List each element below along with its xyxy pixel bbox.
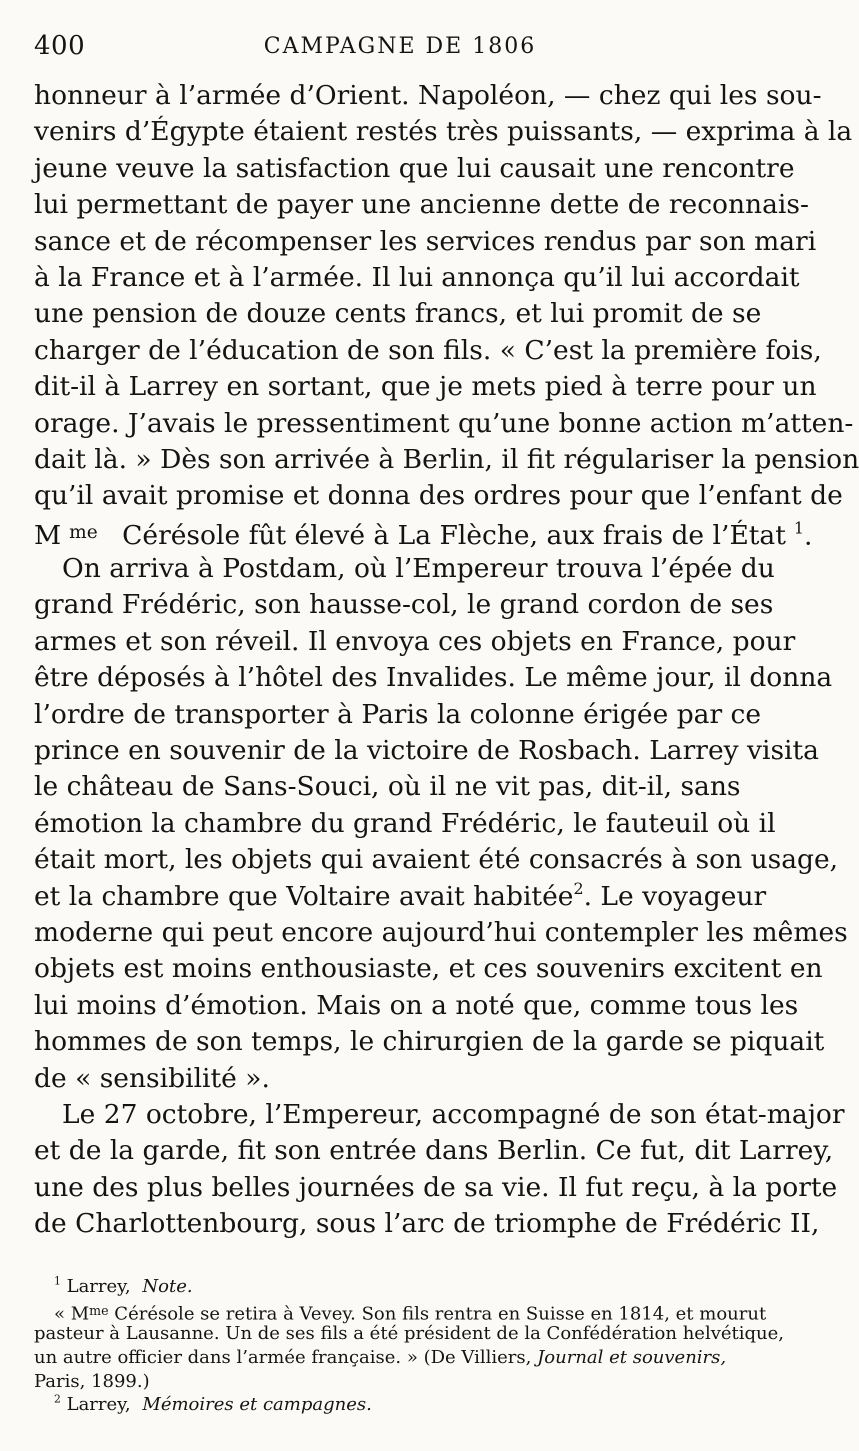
footnotes [34,1274,785,1417]
text-line: sance et de récompenser les services rendus par son mari [34,225,817,257]
text-line: l’ordre de transporter à Paris la colonne érigée par ce [34,698,762,730]
text-line: prince en souvenir de la victoire de Rosbach. Larrey visita [34,735,819,767]
mme-abbrev: M $^{me}$ [34,520,98,552]
page-header [34,30,766,70]
text-line: lui permettant de payer une ancienne dette de reconnais- [34,189,809,221]
text-line: à la France et à l’armée. Il lui annonça qu’il lui accordait [34,261,800,293]
running-title: CAMPAGNE DE 1806 [263,34,537,59]
text-line: charger de l’éducation de son fils. « C’est la première fois, [34,334,822,366]
text-line: être déposés à l’hôtel des Invalides. Le même jour, il donna [34,662,833,694]
text-line: armes et son réveil. Il envoya ces objets en France, pour [34,625,796,657]
footnote-ref-2[interactable]: 2 [573,878,584,898]
text-line: honneur à l’armée d’Orient. Napoléon, — chez qui les sou- [34,80,822,111]
text-line: grand Frédéric, son hausse-col, le grand cordon de ses [34,589,774,621]
footnote-line: un autre officier dans l’armée française. » (De Villiers, Journal et souvenirs, [34,1347,727,1369]
text-line: lui moins d’émotion. Mais on a noté que, comme tous les [34,989,799,1021]
text-line: M $^{me}$ Cérésole fût élevé à La Flèche, aux frais de l’État $^1$. [34,518,813,552]
footnote-ref-1[interactable]: 1 [793,518,805,538]
text-line: une des plus belles journées de sa vie. Il fut reçu, à la porte [34,1171,838,1203]
text-line: de « sensibilité ». [34,1062,270,1094]
text-line: qu’il avait promise et donna des ordres pour que l’enfant de [34,480,843,512]
text-line: objets est moins enthousiaste, et ces souvenirs excitent en [34,953,823,985]
text-line: était mort, les objets qui avaient été consacrés à son usage, [34,844,839,876]
page-number: 400 [34,31,86,61]
footnote-1-continued: « $M^{me}$ Cérésole se retira à Vevey. Son fils rentra en Suisse en 1814, et mourut [54,1302,767,1325]
text-line: hommes de son temps, le chirurgien de la garde se piquait [34,1026,825,1058]
text-line: orage. J’avais le pressentiment qu’une bonne action m’atten- [34,407,854,439]
text-line: Le 27 octobre, l’Empereur, accompagné de son état-major [62,1098,845,1130]
main-text [34,78,859,1243]
text-line: dait là. » Dès son arrivée à Berlin, il fit régulariser la pension [34,443,859,475]
text-line: le château de Sans-Souci, où il ne vit pas, dit-il, sans [34,771,741,803]
text-line: moderne qui peut encore aujourd’hui contempler les mêmes [34,916,848,948]
footnote-1: $^1$ Larrey, Note. [54,1274,193,1297]
text-line: jeune veuve la satisfaction que lui causait une rencontre [34,152,795,184]
text-line: dit-il à Larrey en sortant, que je mets pied à terre pour un [34,371,817,403]
text-line: et de la garde, fit son entrée dans Berlin. Ce fut, dit Larrey, [34,1135,834,1167]
text-line: émotion la chambre du grand Frédéric, le fauteuil où il [34,807,776,839]
text-line: de Charlottenbourg, sous l’arc de triomphe de Frédéric II, [34,1208,820,1240]
footnote-line: pasteur à Lausanne. Un de ses fils a été président de la Confédération helvétique, [34,1323,785,1345]
text-line: et la chambre que Voltaire avait habitée$^2$. Le voyageur [34,878,767,912]
footnote-2: $^2$ Larrey, Mémoires et campagnes. [54,1392,372,1416]
text-line: venirs d’Égypte étaient restés très puissants, — exprima à la [34,116,853,148]
text-line: une pension de douze cents francs, et lui promit de se [34,298,762,330]
footnote-line: Paris, 1899.) [34,1370,150,1392]
text-line: On arriva à Postdam, où l’Empereur trouva l’épée du [62,553,775,585]
